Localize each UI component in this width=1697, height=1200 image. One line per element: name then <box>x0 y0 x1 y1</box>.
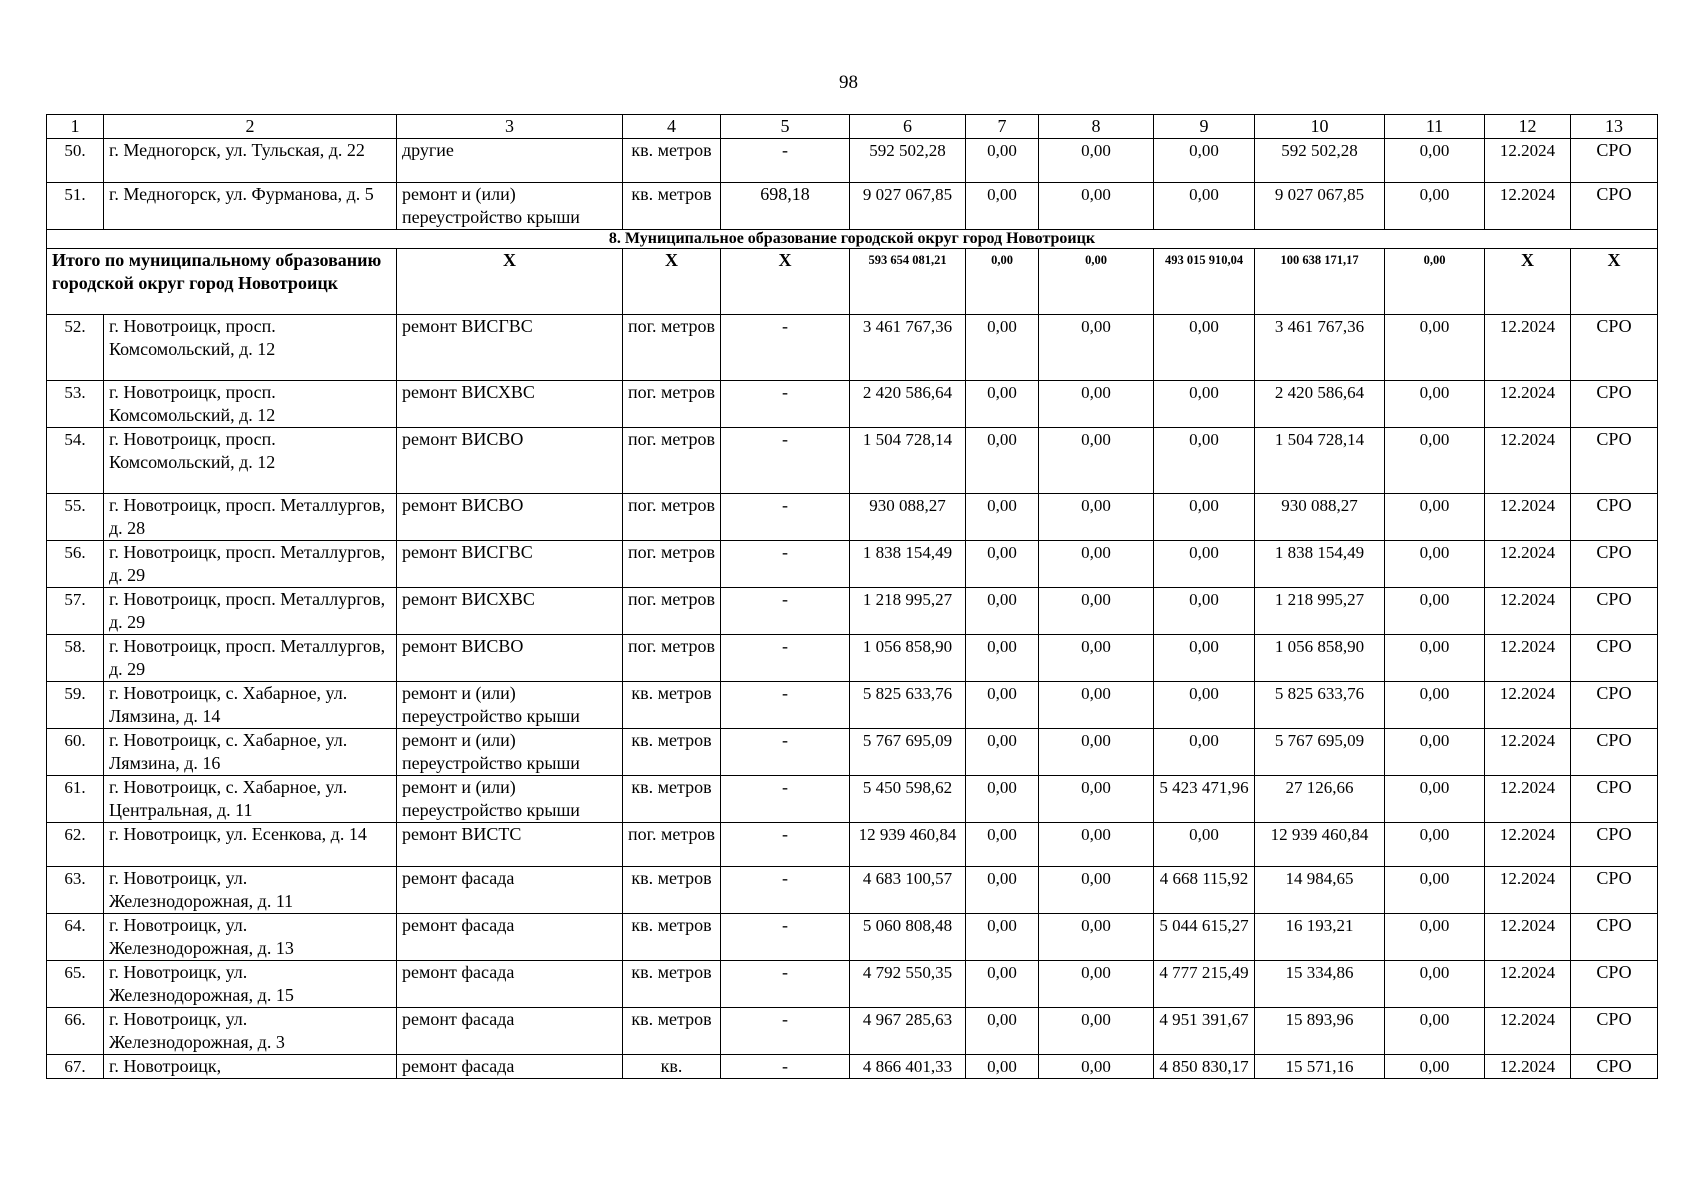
table-row <box>47 1008 1658 1055</box>
area-cell: - <box>721 635 850 682</box>
table-row <box>47 541 1658 588</box>
area-cell: - <box>721 961 850 1008</box>
area-cell: - <box>721 729 850 776</box>
amount-cell: 0,00 <box>1039 867 1154 914</box>
table-row <box>47 867 1658 914</box>
organization-cell: СРО <box>1571 183 1658 230</box>
column-number: 6 <box>850 115 966 139</box>
amount-cell: 0,00 <box>1385 682 1485 729</box>
amount-cell: 0,00 <box>1039 682 1154 729</box>
total-cost-cell: 4 683 100,57 <box>850 867 966 914</box>
organization-cell: СРО <box>1571 139 1658 183</box>
date-cell: 12.2024 <box>1485 315 1571 381</box>
area-cell: - <box>721 428 850 494</box>
organization-cell: СРО <box>1571 428 1658 494</box>
amount-cell: 0,00 <box>1039 428 1154 494</box>
unit-cell: кв. метров <box>623 1008 721 1055</box>
total-cost-cell: 930 088,27 <box>850 494 966 541</box>
total-cost-cell: 1 504 728,14 <box>850 428 966 494</box>
row-number: 59. <box>47 682 104 729</box>
amount-cell: 0,00 <box>1385 183 1485 230</box>
amount-cell: 0,00 <box>1385 541 1485 588</box>
amount-cell: 0,00 <box>966 682 1039 729</box>
address-cell: г. Медногорск, ул. Фурманова, д. 5 <box>104 183 397 230</box>
organization-cell: СРО <box>1571 1008 1658 1055</box>
amount-cell: 1 504 728,14 <box>1255 428 1385 494</box>
organization-cell: СРО <box>1571 635 1658 682</box>
amount-cell: 5 423 471,96 <box>1154 776 1255 823</box>
amount-cell: 0,00 <box>1385 776 1485 823</box>
amount-cell: 0,00 <box>1385 867 1485 914</box>
amount-cell: 0,00 <box>1039 1055 1154 1079</box>
amount-cell: 0,00 <box>966 729 1039 776</box>
work-type-cell: ремонт ВИСВО <box>397 635 623 682</box>
amount-cell: 0,00 <box>1039 541 1154 588</box>
address-cell: г. Новотроицк, просп. Комсомольский, д. 12 <box>104 315 397 381</box>
work-type-cell: ремонт ВИСХВС <box>397 381 623 428</box>
row-number: 66. <box>47 1008 104 1055</box>
amount-cell: 0,00 <box>1154 139 1255 183</box>
amount-cell: 0,00 <box>1154 494 1255 541</box>
amount-cell: 15 334,86 <box>1255 961 1385 1008</box>
row-number: 58. <box>47 635 104 682</box>
work-type-cell: ремонт и (или) переустройство крыши <box>397 183 623 230</box>
amount-cell: 0,00 <box>966 823 1039 867</box>
amount-cell: 9 027 067,85 <box>1255 183 1385 230</box>
date-cell: 12.2024 <box>1485 776 1571 823</box>
amount-cell: 5 825 633,76 <box>1255 682 1385 729</box>
area-cell: - <box>721 914 850 961</box>
organization-cell: СРО <box>1571 541 1658 588</box>
total-cell: 593 654 081,21 <box>850 249 966 315</box>
row-number: 67. <box>47 1055 104 1079</box>
amount-cell: 0,00 <box>1385 1008 1485 1055</box>
work-type-cell: ремонт и (или) переустройство крыши <box>397 729 623 776</box>
unit-cell: кв. метров <box>623 729 721 776</box>
date-cell: 12.2024 <box>1485 914 1571 961</box>
amount-cell: 2 420 586,64 <box>1255 381 1385 428</box>
table-row <box>47 494 1658 541</box>
amount-cell: 3 461 767,36 <box>1255 315 1385 381</box>
row-number: 52. <box>47 315 104 381</box>
table-row <box>47 588 1658 635</box>
organization-cell: СРО <box>1571 729 1658 776</box>
column-number: 11 <box>1385 115 1485 139</box>
total-cost-cell: 5 060 808,48 <box>850 914 966 961</box>
table-row <box>47 381 1658 428</box>
unit-cell: кв. метров <box>623 682 721 729</box>
row-number: 55. <box>47 494 104 541</box>
amount-cell: 0,00 <box>966 776 1039 823</box>
column-number: 2 <box>104 115 397 139</box>
organization-cell: СРО <box>1571 914 1658 961</box>
address-cell: г. Новотроицк, просп. Металлургов, д. 29 <box>104 588 397 635</box>
total-cost-cell: 5 450 598,62 <box>850 776 966 823</box>
unit-cell: кв. метров <box>623 867 721 914</box>
amount-cell: 0,00 <box>1385 494 1485 541</box>
amount-cell: 1 218 995,27 <box>1255 588 1385 635</box>
row-number: 56. <box>47 541 104 588</box>
unit-cell: пог. метров <box>623 588 721 635</box>
work-type-cell: ремонт ВИСВО <box>397 428 623 494</box>
date-cell: 12.2024 <box>1485 867 1571 914</box>
amount-cell: 0,00 <box>966 961 1039 1008</box>
amount-cell: 5 767 695,09 <box>1255 729 1385 776</box>
work-type-cell: ремонт ВИСГВС <box>397 315 623 381</box>
work-type-cell: ремонт ВИСТС <box>397 823 623 867</box>
address-cell: г. Новотроицк, <box>104 1055 397 1079</box>
page-number: 98 <box>839 72 858 93</box>
total-cell: X <box>1571 249 1658 315</box>
date-cell: 12.2024 <box>1485 541 1571 588</box>
organization-cell: СРО <box>1571 494 1658 541</box>
date-cell: 12.2024 <box>1485 183 1571 230</box>
amount-cell: 15 571,16 <box>1255 1055 1385 1079</box>
area-cell: - <box>721 494 850 541</box>
amount-cell: 16 193,21 <box>1255 914 1385 961</box>
amount-cell: 0,00 <box>1154 635 1255 682</box>
table-row <box>47 961 1658 1008</box>
unit-cell: пог. метров <box>623 823 721 867</box>
amount-cell: 0,00 <box>1154 541 1255 588</box>
date-cell: 12.2024 <box>1485 428 1571 494</box>
column-number-row <box>47 115 1658 139</box>
amount-cell: 0,00 <box>1039 315 1154 381</box>
row-number: 57. <box>47 588 104 635</box>
total-cell: 493 015 910,04 <box>1154 249 1255 315</box>
area-cell: - <box>721 1055 850 1079</box>
table-row <box>47 428 1658 494</box>
date-cell: 12.2024 <box>1485 139 1571 183</box>
address-cell: г. Новотроицк, ул. Железнодорожная, д. 13 <box>104 914 397 961</box>
amount-cell: 0,00 <box>1039 635 1154 682</box>
rows-top <box>47 139 1658 230</box>
amount-cell: 0,00 <box>1154 682 1255 729</box>
table-row <box>47 1055 1658 1079</box>
amount-cell: 0,00 <box>966 139 1039 183</box>
total-cost-cell: 3 461 767,36 <box>850 315 966 381</box>
work-type-cell: другие <box>397 139 623 183</box>
amount-cell: 4 668 115,92 <box>1154 867 1255 914</box>
amount-cell: 0,00 <box>1039 494 1154 541</box>
table-row <box>47 139 1658 183</box>
table-row <box>47 315 1658 381</box>
row-number: 60. <box>47 729 104 776</box>
work-type-cell: ремонт ВИСГВС <box>397 541 623 588</box>
address-cell: г. Новотроицк, просп. Металлургов, д. 28 <box>104 494 397 541</box>
work-type-cell: ремонт ВИСВО <box>397 494 623 541</box>
total-cost-cell: 1 838 154,49 <box>850 541 966 588</box>
row-number: 64. <box>47 914 104 961</box>
date-cell: 12.2024 <box>1485 381 1571 428</box>
amount-cell: 0,00 <box>1039 729 1154 776</box>
column-number: 5 <box>721 115 850 139</box>
total-cost-cell: 4 866 401,33 <box>850 1055 966 1079</box>
amount-cell: 0,00 <box>1385 823 1485 867</box>
total-cell: 100 638 171,17 <box>1255 249 1385 315</box>
work-type-cell: ремонт фасада <box>397 1008 623 1055</box>
area-cell: - <box>721 682 850 729</box>
work-type-cell: ремонт фасада <box>397 914 623 961</box>
area-cell: - <box>721 381 850 428</box>
row-number: 61. <box>47 776 104 823</box>
table-row <box>47 823 1658 867</box>
organization-cell: СРО <box>1571 315 1658 381</box>
column-number: 13 <box>1571 115 1658 139</box>
total-cost-cell: 2 420 586,64 <box>850 381 966 428</box>
amount-cell: 0,00 <box>1154 729 1255 776</box>
address-cell: г. Новотроицк, просп. Комсомольский, д. 12 <box>104 381 397 428</box>
amount-cell: 0,00 <box>966 428 1039 494</box>
unit-cell: пог. метров <box>623 315 721 381</box>
amount-cell: 0,00 <box>1385 729 1485 776</box>
table-row <box>47 729 1658 776</box>
total-cell: X <box>623 249 721 315</box>
amount-cell: 0,00 <box>1039 381 1154 428</box>
organization-cell: СРО <box>1571 823 1658 867</box>
address-cell: г. Новотроицк, ул. Железнодорожная, д. 15 <box>104 961 397 1008</box>
area-cell: - <box>721 139 850 183</box>
date-cell: 12.2024 <box>1485 494 1571 541</box>
organization-cell: СРО <box>1571 867 1658 914</box>
amount-cell: 0,00 <box>1385 1055 1485 1079</box>
address-cell: г. Новотроицк, с. Хабарное, ул. Центральная, д. 11 <box>104 776 397 823</box>
table-row <box>47 776 1658 823</box>
date-cell: 12.2024 <box>1485 635 1571 682</box>
unit-cell: кв. метров <box>623 183 721 230</box>
area-cell: - <box>721 823 850 867</box>
unit-cell: кв. метров <box>623 776 721 823</box>
date-cell: 12.2024 <box>1485 682 1571 729</box>
amount-cell: 592 502,28 <box>1255 139 1385 183</box>
unit-cell: кв. метров <box>623 961 721 1008</box>
address-cell: г. Новотроицк, с. Хабарное, ул. Лямзина, д. 14 <box>104 682 397 729</box>
amount-cell: 0,00 <box>1039 588 1154 635</box>
amount-cell: 0,00 <box>1154 381 1255 428</box>
unit-cell: кв. <box>623 1055 721 1079</box>
total-cell: 0,00 <box>1039 249 1154 315</box>
amount-cell: 0,00 <box>1385 635 1485 682</box>
amount-cell: 0,00 <box>966 541 1039 588</box>
amount-cell: 0,00 <box>1039 823 1154 867</box>
column-number: 9 <box>1154 115 1255 139</box>
address-cell: г. Новотроицк, с. Хабарное, ул. Лямзина, д. 16 <box>104 729 397 776</box>
amount-cell: 0,00 <box>966 1008 1039 1055</box>
area-cell: 698,18 <box>721 183 850 230</box>
amount-cell: 0,00 <box>1154 588 1255 635</box>
row-number: 50. <box>47 139 104 183</box>
amount-cell: 0,00 <box>966 183 1039 230</box>
work-type-cell: ремонт и (или) переустройство крыши <box>397 776 623 823</box>
work-type-cell: ремонт и (или) переустройство крыши <box>397 682 623 729</box>
organization-cell: СРО <box>1571 776 1658 823</box>
table-row <box>47 914 1658 961</box>
total-cost-cell: 5 767 695,09 <box>850 729 966 776</box>
section-title: 8. Муниципальное образование городской округ город Новотроицк <box>47 230 1658 249</box>
work-type-cell: ремонт фасада <box>397 1055 623 1079</box>
address-cell: г. Новотроицк, ул. Железнодорожная, д. 3 <box>104 1008 397 1055</box>
area-cell: - <box>721 315 850 381</box>
organization-cell: СРО <box>1571 682 1658 729</box>
unit-cell: пог. метров <box>623 428 721 494</box>
table-row <box>47 682 1658 729</box>
date-cell: 12.2024 <box>1485 961 1571 1008</box>
amount-cell: 0,00 <box>1154 428 1255 494</box>
section-title-row <box>47 230 1658 249</box>
date-cell: 12.2024 <box>1485 729 1571 776</box>
area-cell: - <box>721 867 850 914</box>
address-cell: г. Новотроицк, просп. Металлургов, д. 29 <box>104 541 397 588</box>
amount-cell: 0,00 <box>1385 961 1485 1008</box>
total-cost-cell: 4 967 285,63 <box>850 1008 966 1055</box>
amount-cell: 0,00 <box>1039 776 1154 823</box>
area-cell: - <box>721 541 850 588</box>
address-cell: г. Новотроицк, просп. Комсомольский, д. 12 <box>104 428 397 494</box>
total-cell: X <box>397 249 623 315</box>
table-row <box>47 183 1658 230</box>
organization-cell: СРО <box>1571 961 1658 1008</box>
amount-cell: 0,00 <box>1039 961 1154 1008</box>
amount-cell: 0,00 <box>1385 381 1485 428</box>
total-cost-cell: 592 502,28 <box>850 139 966 183</box>
amount-cell: 27 126,66 <box>1255 776 1385 823</box>
amount-cell: 0,00 <box>966 494 1039 541</box>
amount-cell: 0,00 <box>1039 183 1154 230</box>
total-cell: 0,00 <box>966 249 1039 315</box>
amount-cell: 0,00 <box>1385 428 1485 494</box>
amount-cell: 0,00 <box>966 914 1039 961</box>
amount-cell: 14 984,65 <box>1255 867 1385 914</box>
amount-cell: 12 939 460,84 <box>1255 823 1385 867</box>
unit-cell: пог. метров <box>623 381 721 428</box>
amount-cell: 0,00 <box>1154 183 1255 230</box>
total-cost-cell: 1 218 995,27 <box>850 588 966 635</box>
row-number: 51. <box>47 183 104 230</box>
amount-cell: 4 777 215,49 <box>1154 961 1255 1008</box>
amount-cell: 4 850 830,17 <box>1154 1055 1255 1079</box>
total-cost-cell: 5 825 633,76 <box>850 682 966 729</box>
column-number: 7 <box>966 115 1039 139</box>
row-number: 65. <box>47 961 104 1008</box>
date-cell: 12.2024 <box>1485 823 1571 867</box>
area-cell: - <box>721 1008 850 1055</box>
column-number: 1 <box>47 115 104 139</box>
amount-cell: 0,00 <box>1039 1008 1154 1055</box>
row-number: 62. <box>47 823 104 867</box>
amount-cell: 0,00 <box>1385 139 1485 183</box>
date-cell: 12.2024 <box>1485 1055 1571 1079</box>
column-number: 12 <box>1485 115 1571 139</box>
amount-cell: 15 893,96 <box>1255 1008 1385 1055</box>
amount-cell: 0,00 <box>1385 588 1485 635</box>
amount-cell: 4 951 391,67 <box>1154 1008 1255 1055</box>
total-cell: X <box>1485 249 1571 315</box>
date-cell: 12.2024 <box>1485 588 1571 635</box>
unit-cell: кв. метров <box>623 139 721 183</box>
total-cell: X <box>721 249 850 315</box>
amount-cell: 0,00 <box>1039 139 1154 183</box>
amount-cell: 0,00 <box>1154 823 1255 867</box>
amount-cell: 0,00 <box>966 381 1039 428</box>
organization-cell: СРО <box>1571 588 1658 635</box>
date-cell: 12.2024 <box>1485 1008 1571 1055</box>
total-cost-cell: 9 027 067,85 <box>850 183 966 230</box>
row-number: 53. <box>47 381 104 428</box>
municipality-total-row <box>47 249 1658 315</box>
row-number: 54. <box>47 428 104 494</box>
column-number: 10 <box>1255 115 1385 139</box>
address-cell: г. Новотроицк, просп. Металлургов, д. 29 <box>104 635 397 682</box>
amount-cell: 0,00 <box>966 635 1039 682</box>
amount-cell: 1 838 154,49 <box>1255 541 1385 588</box>
unit-cell: пог. метров <box>623 635 721 682</box>
work-type-cell: ремонт фасада <box>397 867 623 914</box>
amount-cell: 930 088,27 <box>1255 494 1385 541</box>
area-cell: - <box>721 776 850 823</box>
table-row <box>47 635 1658 682</box>
total-cost-cell: 4 792 550,35 <box>850 961 966 1008</box>
amount-cell: 1 056 858,90 <box>1255 635 1385 682</box>
amount-cell: 0,00 <box>1385 315 1485 381</box>
unit-cell: кв. метров <box>623 914 721 961</box>
address-cell: г. Новотроицк, ул. Железнодорожная, д. 11 <box>104 867 397 914</box>
address-cell: г. Медногорск, ул. Тульская, д. 22 <box>104 139 397 183</box>
amount-cell: 0,00 <box>966 315 1039 381</box>
amount-cell: 0,00 <box>1039 914 1154 961</box>
area-cell: - <box>721 588 850 635</box>
amount-cell: 0,00 <box>1385 914 1485 961</box>
amount-cell: 0,00 <box>966 1055 1039 1079</box>
address-cell: г. Новотроицк, ул. Есенкова, д. 14 <box>104 823 397 867</box>
unit-cell: пог. метров <box>623 541 721 588</box>
unit-cell: пог. метров <box>623 494 721 541</box>
organization-cell: СРО <box>1571 1055 1658 1079</box>
amount-cell: 0,00 <box>1154 315 1255 381</box>
organization-cell: СРО <box>1571 381 1658 428</box>
rows-main <box>47 315 1658 1079</box>
total-cell: 0,00 <box>1385 249 1485 315</box>
column-number: 4 <box>623 115 721 139</box>
column-number: 8 <box>1039 115 1154 139</box>
amount-cell: 0,00 <box>966 867 1039 914</box>
total-label: Итого по муниципальному образованию городской округ город Новотроицк <box>47 249 397 315</box>
work-type-cell: ремонт фасада <box>397 961 623 1008</box>
repair-program-table <box>46 114 1658 1079</box>
amount-cell: 5 044 615,27 <box>1154 914 1255 961</box>
column-number: 3 <box>397 115 623 139</box>
total-cost-cell: 12 939 460,84 <box>850 823 966 867</box>
total-cost-cell: 1 056 858,90 <box>850 635 966 682</box>
amount-cell: 0,00 <box>966 588 1039 635</box>
work-type-cell: ремонт ВИСХВС <box>397 588 623 635</box>
row-number: 63. <box>47 867 104 914</box>
